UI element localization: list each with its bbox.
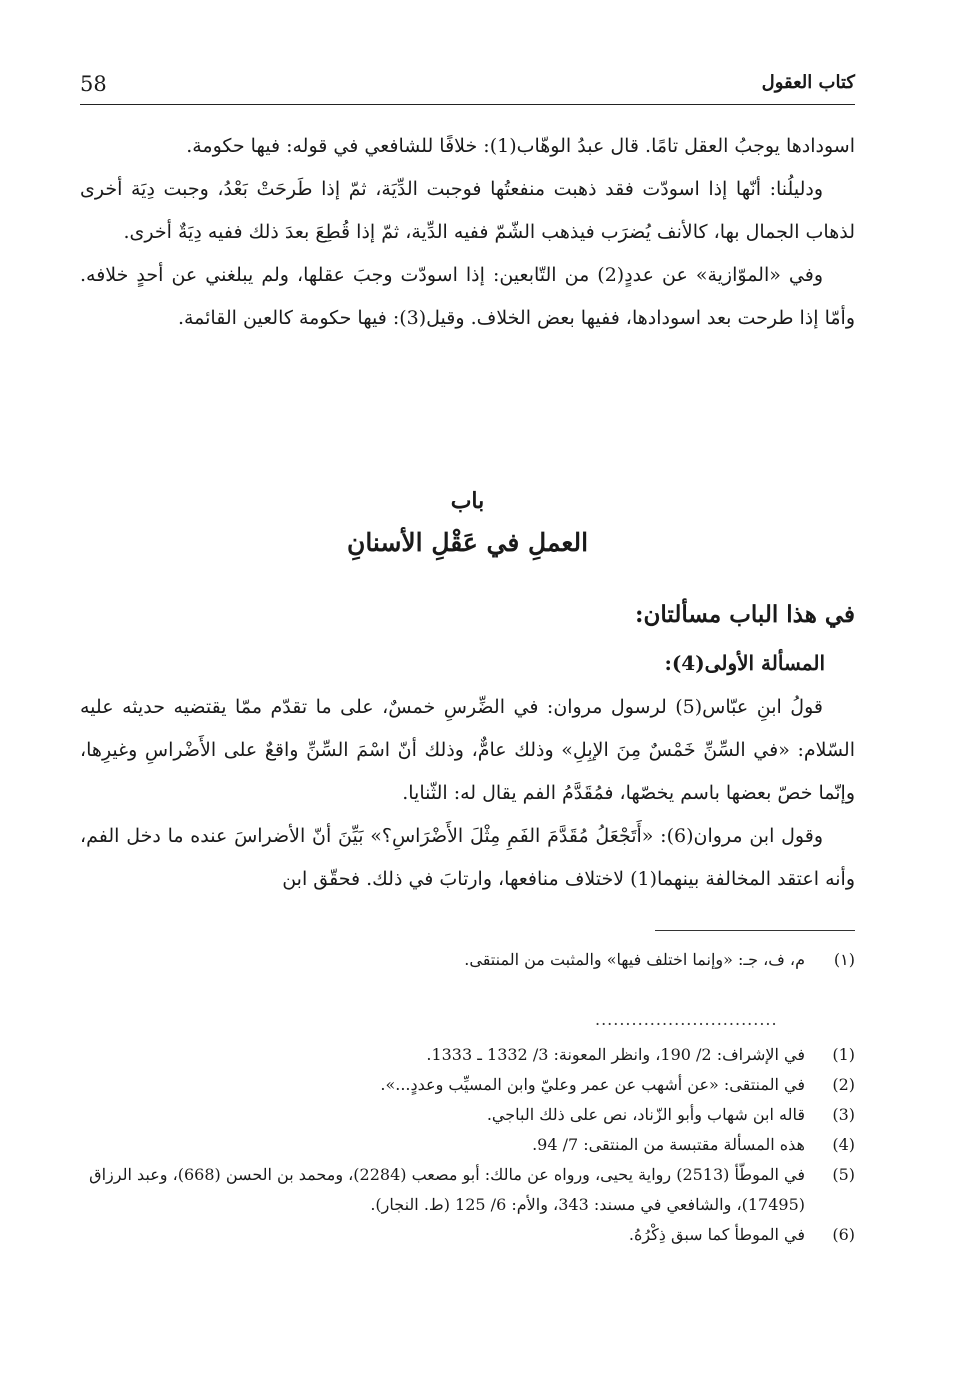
footnote-text: هذه المسألة مقتبسة من المنتقى: 7/ 94.	[532, 1135, 805, 1154]
footnotes	[80, 1040, 855, 1250]
footnote-item	[80, 1070, 855, 1100]
footnote-number: (1)	[832, 1045, 855, 1064]
footnote-separator: ..............................	[595, 1010, 778, 1029]
footnote-item	[80, 1130, 855, 1160]
issue-heading: المسألة الأولى(4):	[664, 651, 825, 675]
footnote-number: (3)	[832, 1105, 855, 1124]
footnote-text: في الموطّأ (2513) رواية يحيى، ورواه عن مالك: أبو مصعب (2284)، ومحمد بن الحسن (668)، وعبد الرزاق (17495)، والشافعي في مسند: 343، والأم: 6/ 125 (ط. النجار).	[89, 1165, 805, 1214]
chapter-label: باب	[450, 488, 485, 514]
paragraph: وفي «الموّازية» عن عددٍ(2) من التّابعين: إذا اسودّت وجبَ عقلها، ولم يبلغني عن أحدٍ خلافه. وأمّا إذا طرحت بعد اسودادها، ففيها بعض الخلاف. وقيل(3): فيها حكومة كالعين القائمة.	[80, 264, 855, 329]
page-number: 58	[80, 72, 107, 96]
footnote-item	[80, 1220, 855, 1250]
paragraph: قولُ ابنِ عبّاس(5) لرسول مروان: في الضِّرسِ خمسٌ، على ما تقدّم ممّا يقتضيه حديثه عليه السّلام: «في السِّنِّ خَمْسٌ مِنَ الإبِلِ» وذلك عامٌّ، وذلك أنّ اسْمَ السِّنِّ واقعٌ على الأَضْراسِ وغيرِها، وإنّما خصّ بعضها باسم يخصّها، فمُقَدَّمُ الفم يقال له: الثّنايا.	[80, 696, 855, 804]
footnote-rule	[655, 930, 855, 931]
variant-footnote	[80, 945, 855, 975]
footnote-item	[80, 1100, 855, 1130]
footnote-text: قاله ابن شهاب وأبو الزّناد، نص على ذلك الباجي.	[486, 1105, 805, 1124]
footnote-text: في الموطأ كما سبق ذِكْرُهُ.	[628, 1225, 805, 1244]
running-title: كتاب العقول	[761, 72, 855, 93]
footnote-number: (5)	[832, 1165, 855, 1184]
paragraph: وقول ابن مروان(6): «أَتَجْعَلُ مُقَدَّمَ الفَمِ مِثْلَ الأَضْرَاسِ؟» بَيِّنَ أنّ الأضراسَ عنده ما دخل الفم، وأنه اعتقد المخالفة بينهما(1) لاختلاف منافعها، وارتابَ في ذلك. فحقّق ابن	[80, 825, 855, 890]
footnote-number: (2)	[832, 1075, 855, 1094]
footnote-text: في المنتقى: «عن أشهب عن عمر وعليّ وابن المسيِّب وعددٍ...».	[380, 1075, 805, 1094]
paragraph: اسودادها يوجبُ العقل تامًا. قال عبدُ الوهّاب(1): خلافًا للشافعي في قوله: فيها حكومة.	[186, 135, 855, 157]
footnote-text: في الإشراف: 2/ 190، وانظر المعونة: 3/ 1332 ـ 1333.	[426, 1045, 805, 1064]
footnote-number: (١)	[833, 950, 855, 969]
footnote-number: (6)	[832, 1225, 855, 1244]
footnote-number: (4)	[832, 1135, 855, 1154]
footnote-item	[80, 1160, 855, 1220]
page-header	[80, 72, 855, 102]
section-heading: في هذا الباب مسألتان:	[635, 601, 855, 628]
body-text-top	[80, 125, 855, 340]
body-text-bottom	[80, 686, 855, 901]
paragraph: ودليلُنا: أنّها إذا اسودّت فقد ذهبت منفعتُها فوجبت الدِّيَة، ثمّ إذا طَرحَتْ بَعْدُ، وجبت دِيَة أخرى لذهاب الجمال بها، كالأنف يُضرَب فيذهب الشّمّ ففيه الدِّية، ثمّ إذا قُطِعَ بعدَ ذلك ففيه دِيَةٌ أخرى.	[80, 178, 855, 243]
footnote-text: م، ف، جـ: «وإنما اختلف فيها» والمثبت من المنتقى.	[464, 950, 805, 969]
footnote-item	[80, 1040, 855, 1070]
header-rule	[80, 104, 855, 105]
chapter-title: العملِ في عَقْلِ الأسنانِ	[346, 528, 589, 557]
